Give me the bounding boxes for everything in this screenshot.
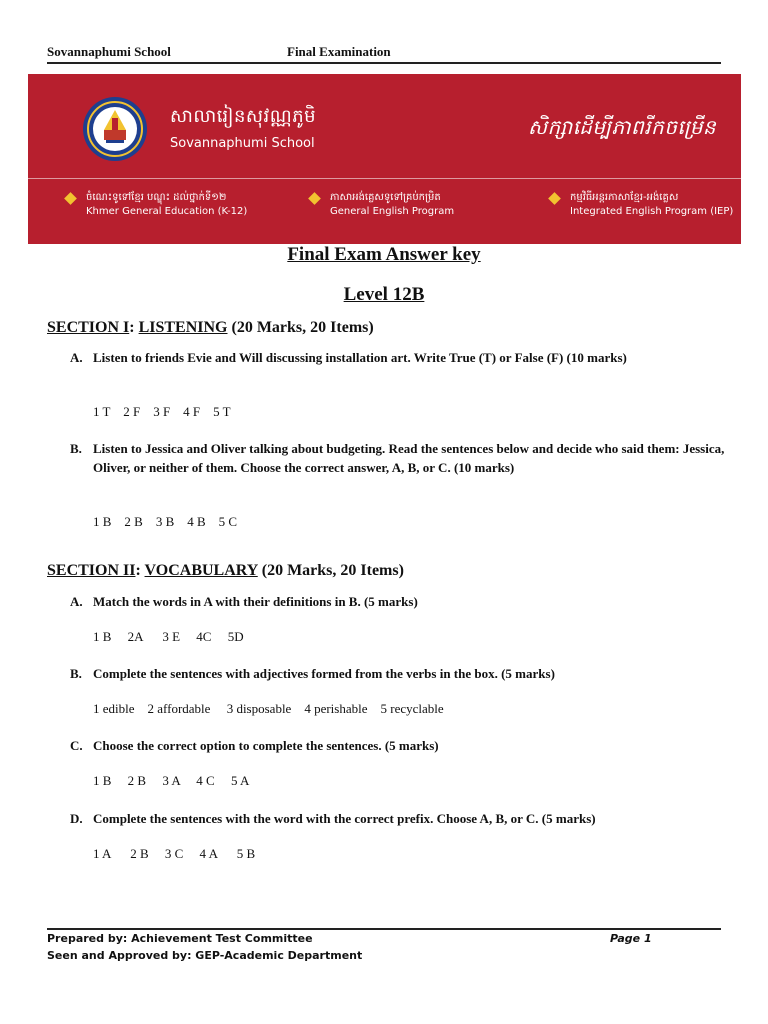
school-logo-icon (82, 96, 148, 162)
page-number: Page 1 (610, 932, 652, 945)
section-2-name: VOCABULARY (144, 562, 258, 579)
program-khmer-label: កម្មវិធីអន្តរភាសាខ្មែរ-អង់គ្លេស (570, 192, 679, 203)
answer-line-2b: 1 edible 2 affordable 3 disposable 4 perishable 5 recyclable (93, 701, 444, 716)
answer-line-1b: 1 B 2 B 3 B 4 B 5 C (93, 514, 238, 529)
program-english-label: Integrated English Program (IEP) (570, 206, 734, 217)
answer-line-2d: 1 A 2 B 3 C 4 A 5 B (93, 846, 256, 861)
question-text: Complete the sentences with the word with the correct prefix. Choose A, B, or C. (5 marks) (93, 811, 596, 826)
program-khmer-label: ចំណេះទូទៅខ្មែរ បណ្ឌុះ ដល់ថ្នាក់ទី១២ (86, 192, 227, 203)
prepared-by: Prepared by: Achievement Test Committee (47, 932, 313, 945)
program-khmer-label: ភាសាអង់គ្លេសទូទៅគ្រប់កម្រិត (330, 192, 441, 203)
answer-line-1a: 1 T 2 F 3 F 4 F 5 T (93, 404, 231, 419)
section-1-name: LISTENING (138, 319, 228, 336)
section-1-heading: SECTION I: LISTENING (20 Marks, 20 Items) (47, 319, 374, 336)
section-2-marks: (20 Marks, 20 Items) (261, 562, 404, 579)
page-title: Final Exam Answer key (287, 244, 481, 265)
question-letter: B. (70, 666, 82, 681)
question-text: Match the words in A with their definitions in B. (5 marks) (93, 594, 418, 609)
section-1-label: SECTION I (47, 319, 130, 336)
banner-slogan: សិក្សាដើម្បីភាពរីកចម្រើន (528, 115, 717, 139)
diamond-icon (64, 192, 77, 205)
program-english-label: Khmer General Education (K-12) (86, 206, 248, 217)
diamond-icon (548, 192, 561, 205)
section-1-marks: (20 Marks, 20 Items) (231, 319, 374, 336)
question-letter: B. (70, 441, 82, 456)
question-letter: A. (70, 350, 83, 365)
answer-line-2a: 1 B 2A 3 E 4C 5D (93, 629, 244, 644)
banner-khmer-name: សាលារៀនសុវណ្ណភូមិ (170, 106, 317, 127)
header-rule (47, 62, 721, 64)
question-letter: A. (70, 594, 83, 609)
question-letter: D. (70, 811, 83, 826)
section-2-heading: SECTION II: VOCABULARY (20 Marks, 20 Items) (47, 562, 404, 579)
question-text: Choose the correct option to complete the sentences. (5 marks) (93, 738, 439, 753)
question-1a (70, 348, 730, 388)
question-letter: C. (70, 738, 83, 753)
diamond-icon (308, 192, 321, 205)
school-banner (28, 74, 741, 244)
program-english-label: General English Program (330, 206, 455, 217)
section-2-label: SECTION II (47, 562, 136, 579)
banner-english-name: Sovannaphumi School (170, 136, 315, 151)
question-text: Listen to Jessica and Oliver talking about budgeting. Read the sentences below and decide who said them: Jessica, Oliver, or neither of them. Choose the correct answer, A, B, or C. (10 marks) (93, 441, 725, 475)
exam-name: Final Examination (287, 44, 391, 59)
question-text: Complete the sentences with adjectives formed from the verbs in the box. (5 marks) (93, 666, 555, 681)
level-title: Level 12B (343, 284, 425, 305)
footer-rule (47, 928, 721, 930)
answer-line-2c: 1 B 2 B 3 A 4 C 5 A (93, 773, 250, 788)
school-name: Sovannaphumi School (47, 44, 171, 59)
question-1b (70, 439, 730, 497)
approved-by: Seen and Approved by: GEP-Academic Department (47, 949, 363, 962)
question-text: Listen to friends Evie and Will discussing installation art. Write True (T) or False (F) (10 marks) (93, 350, 627, 365)
banner-divider (28, 178, 741, 179)
